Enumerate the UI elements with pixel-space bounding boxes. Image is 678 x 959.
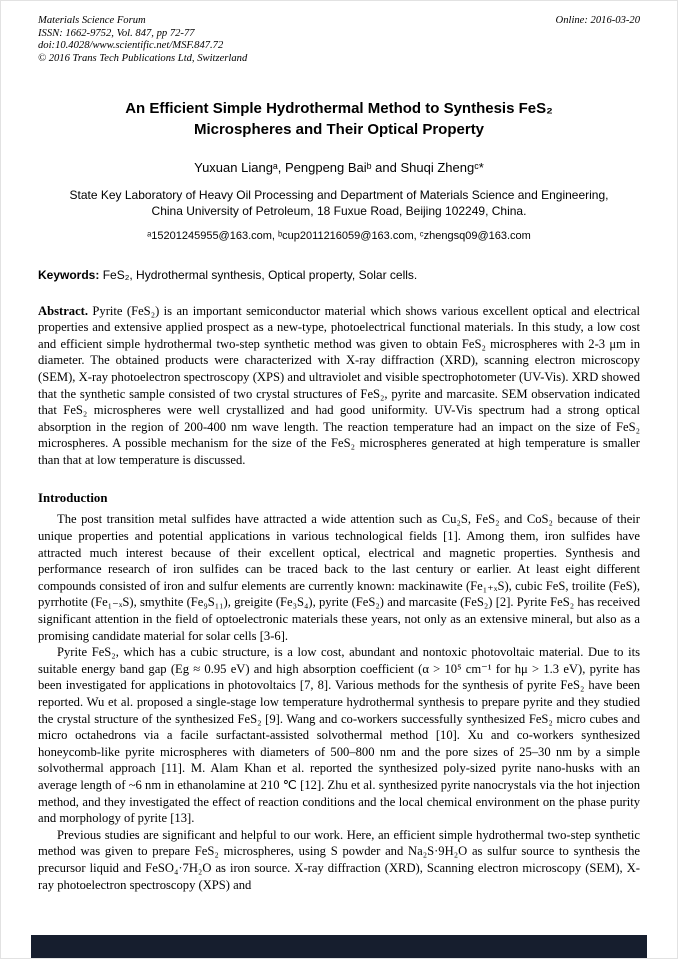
paper-title: An Efficient Simple Hydrothermal Method to Synthesis FeS₂ Microspheres and Their Optical Property — [125, 100, 553, 138]
paper-header — [38, 15, 640, 65]
doi-line: doi:10.4028/www.scientific.net/MSF.847.72 — [38, 40, 224, 52]
keywords-label: Keywords: — [38, 267, 100, 282]
abstract — [38, 303, 640, 469]
footer-bar — [31, 935, 647, 958]
paragraph: Previous studies are significant and helpful to our work. Here, an efficient simple hydrothermal two-step synthetic method was given to prepare FeS₂ microspheres, using S powder and Na₂S·9H₂O as sulfur source to synthesis the precursor liquid and FeSO₄·7H₂O as iron source. X-ray diffraction (XRD), Scanning electron microscopy (SEM), X-ray photoelectron spectroscopy (XPS) and — [38, 827, 640, 892]
online-date: Online: 2016-03-20 — [555, 15, 640, 26]
journal-info — [38, 15, 247, 65]
section-heading: Introduction — [38, 491, 108, 506]
abstract-text: Pyrite (FeS₂) is an important semiconductor material which shows various excellent optical and electrical properties and extensive applied prospect as a new-type, photoelectrical functional materials. In this study, a low cost and efficient simple hydrothermal two-step synthetic method was given to obtain FeS₂ microspheres with 2-3 μm in diameter. The obtained products were characterized with X-ray diffraction (XRD), scanning electron microscopy (SEM), X-ray photoelectron spectroscopy (XPS) and ultraviolet and visible spectrophotometer (UV-Vis). XRD showed that the synthetic sample consisted of two crystal structures of FeS₂, pyrite and marcasite. SEM observation indicated that FeS₂ microspheres were well crystallized and had good uniformity. UV-Vis spectrum had a strong optical absorption in the region of 200-400 nm wave length. The reaction temperature had an impact on the size of FeS₂ microspheres. A possible mechanism for the size of the FeS₂ microspheres generated at high temperature is smaller than that at low temperature is discussed. — [38, 303, 641, 467]
paragraph: Pyrite FeS₂, which has a cubic structure, is a low cost, abundant and nontoxic photovoltaic material. Due to its suitable energy band gap (Eg ≈ 0.95 eV) and high absorption coefficient (α > 10⁵ cm⁻¹ for hμ > 1.3 eV), pyrite has been investigated for applications in photovoltaics [7, 8]. Various methods for the synthesis of pyrite FeS₂ have been reported. Wu et al. proposed a single-stage low temperature hydrothermal synthesis to prepare pyrite and they studied the crystal structure of the synthesized FeS₂ [9]. Wang and co-workers successfully synthesized FeS₂ micro cubes and micro octahedrons via a facile surfactant-assisted solvothermal method [10]. Xu and co-workers synthesized honeycomb-like pyrite microspheres with diameters of 500–800 nm and the pore sizes of 25–30 nm by a simple solvothermal approach [11]. M. Alam Khan et al. reported the synthesized poly-sized pyrite nano-husks with an average length of ~6 nm in ethanolamine at 210 ℃ [12]. Zhu et al. synthesized pyrite nanocrystals via the hot injection method, and they investigated the effect of reaction conditions and the local chemical environment on the phase purity and morphology of pyrite [13]. — [38, 645, 640, 826]
issn-line: ISSN: 1662-9752, Vol. 847, pp 72-77 — [38, 27, 195, 39]
copyright-line: © 2016 Trans Tech Publications Ltd, Switzerland — [38, 52, 248, 64]
paragraph: The post transition metal sulfides have attracted a wide attention such as Cu₂S, FeS₂ and CoS₂ because of their unique properties and potential applications in various technological fields [1]. Among them, iron sulfides have attracted much interest because of their excellent optical, electrical and magnetic properties. Synthesis and performance research of iron sulfides can be traced back to the last century or earlier. At least eight different compounds consisted of iron and sulfur elements are currently known: mackinawite (Fe₁₊ₓS), cubic FeS, troilite (FeS), pyrrhotite (Fe₁₋ₓS), smythite (Fe₉S₁₁), greigite (Fe₃S₄), pyrite (FeS₂) and marcasite (FeS₂) [2]. Pyrite FeS₂ has received significant attention in the field of optoelectronic materials these years, not only as an extensive mineral, but also as a promising candidate material for solar cells [3-6]. — [38, 512, 640, 643]
affiliation: State Key Laboratory of Heavy Oil Processing and Department of Materials Science and Engineering, China University of Petroleum, 18 Fuxue Road, Beijing 102249, China. — [69, 187, 609, 218]
authors-line: Yuxuan Liangᵃ, Pengpeng Baiᵇ and Shuqi Zhengᶜ* — [194, 159, 484, 175]
author-emails: ᵃ15201245955@163.com, ᵇcup2011216059@163.com, ᶜzhengsq09@163.com — [147, 229, 531, 242]
keywords-line — [38, 268, 640, 282]
abstract-label: Abstract. — [38, 303, 89, 318]
journal-name: Materials Science Forum — [38, 15, 146, 26]
section-introduction — [38, 491, 640, 893]
keywords-text: FeS₂, Hydrothermal synthesis, Optical property, Solar cells. — [102, 267, 418, 282]
